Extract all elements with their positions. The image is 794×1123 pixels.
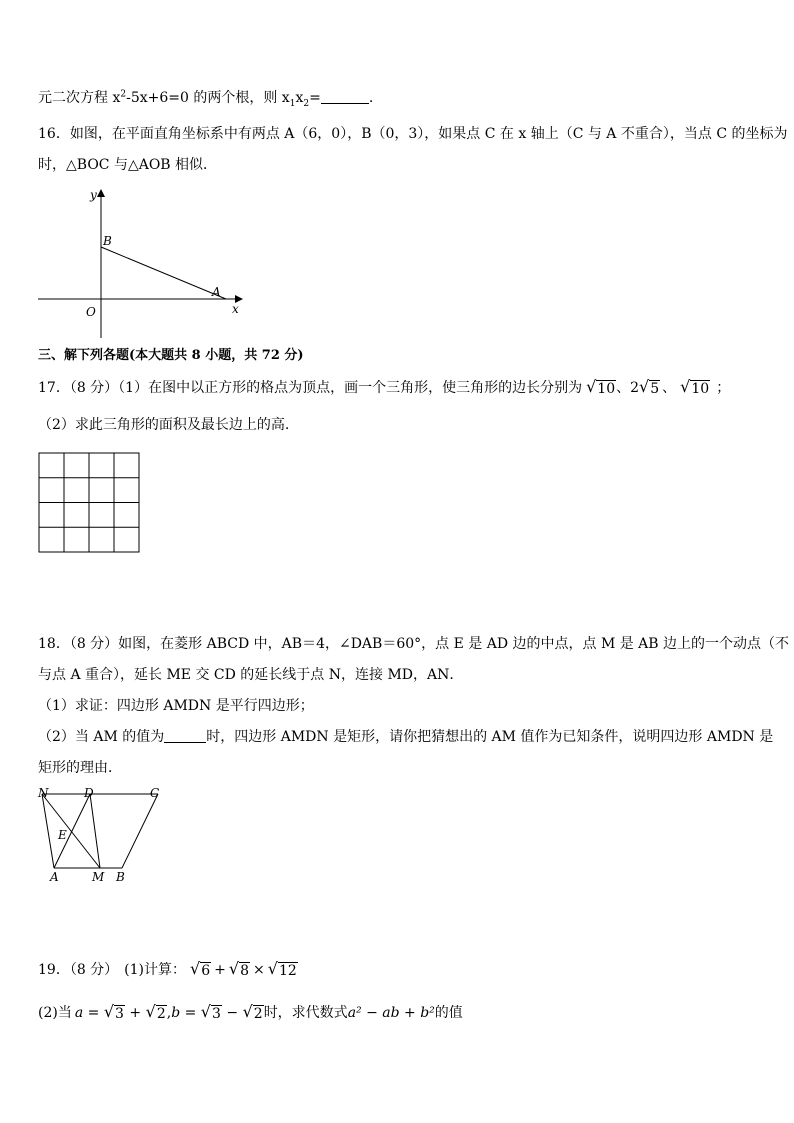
q17-sep1: 、2 [616,380,640,396]
q19-plus2: + [124,1005,146,1021]
q19-expression: a² − ab + b² [347,1005,435,1021]
label-a: A [50,870,59,884]
q17-line2: （2）求此三角形的面积及最长边上的高. [38,417,290,433]
q17-sep2: 、 [662,380,677,396]
q15-text: 元二次方程 x [38,90,121,106]
label-y: y [90,188,97,202]
q18-line1: 18．（8 分）如图，在菱形 ABCD 中，AB＝4，∠DAB＝60°，点 E 是 AD 边的中点，点 M 是 AB 边上的一个动点（不 [38,636,790,652]
label-m: M [92,870,105,884]
q17-sqrt2: √ 5 [639,377,660,397]
label-c: C [150,786,160,800]
var-a: a [74,1005,84,1021]
q19-sqrt6: √ 6 [190,959,211,979]
q18-line4 [38,727,773,747]
q15-text-mid: -5x+6=0 的两个根，则 x [126,90,290,106]
q17-sqrt3: √ 10 [680,377,710,397]
q19-number: 19．（8 分） [38,962,119,978]
q18-answer-blank[interactable] [164,728,206,743]
q19-sqrt12: √ 12 [267,959,297,979]
label-a: A [212,285,221,299]
q19-sqrt2a: √ 2 [145,1002,166,1022]
q19-minus: − [221,1005,243,1021]
q18-rhombus-figure [34,783,174,885]
q17-line1 [38,378,730,398]
q15-eq: = [309,90,321,106]
q19-line2 [38,1003,463,1023]
y-axis-arrow-icon [97,189,105,197]
q19-plus: + [214,962,226,978]
q15-x2: x [295,90,304,106]
label-n: N [38,786,49,800]
q17-end: ； [716,380,731,396]
q19-part1-label: (1)计算： [124,962,187,978]
label-b: B [103,234,112,248]
q15-sub2: 2 [303,98,310,109]
q17-grid-figure [38,452,142,554]
q19-part2-label: (2)当 [38,1005,72,1021]
q15-sup: 2 [120,89,127,100]
q19-comma: , [166,1005,172,1021]
var-b: b [171,1005,181,1021]
q15-end: . [368,90,374,106]
label-x: x [232,302,239,316]
q18-line4-prefix: （2）当 AM 的值为 [38,729,165,745]
q19-times: × [253,962,265,978]
label-d: D [84,786,94,800]
q19-eq1: = [83,1005,104,1021]
q19-line1 [38,960,298,980]
q19-sqrt3a: √ 3 [103,1002,124,1022]
segment-ab [101,247,226,299]
q19-text-end: 的值 [434,1005,463,1021]
q19-sqrt8: √ 8 [228,959,249,979]
q19-eq2: = [180,1005,201,1021]
section-3-title: 三、解下列各题(本大题共 8 小题，共 72 分) [38,348,304,363]
q18-line2: 与点 A 重合），延长 ME 交 CD 的延长线于点 N，连接 MD，AN． [38,667,464,683]
label-e: E [58,828,67,842]
q16-line1: 16．如图，在平面直角坐标系中有两点 A（6，0），B（0，3），如果点 C 在 x 轴上（C 与 A 不重合），当点 C 的坐标为 [38,126,788,142]
q18-line3: （1）求证：四边形 AMDN 是平行四边形； [38,698,314,714]
q18-line5: 矩形的理由． [38,760,122,776]
q15-sub1: 1 [289,98,296,109]
q16-line2: 时，△BOC 与△AOB 相似． [38,157,218,173]
q19-sqrt3b: √ 3 [200,1002,221,1022]
q15-line [38,88,373,108]
q16-coordinate-figure [30,183,260,343]
q18-line4-suffix: 时，四边形 AMDN 是矩形，请你把猜想出的 AM 值作为已知条件，说明四边形 AMDN 是 [206,729,774,745]
q19-sqrt2b: √ 2 [242,1002,263,1022]
q17-text: 17．（8 分）（1）在图中以正方形的格点为顶点，画一个三角形，使三角形的边长分别为 [38,380,583,396]
q19-text-mid: 时，求代数式 [263,1005,348,1021]
q17-sqrt1: √ 10 [586,377,616,397]
label-o: O [86,305,96,319]
q15-answer-blank[interactable] [321,89,369,104]
label-b: B [116,870,125,884]
